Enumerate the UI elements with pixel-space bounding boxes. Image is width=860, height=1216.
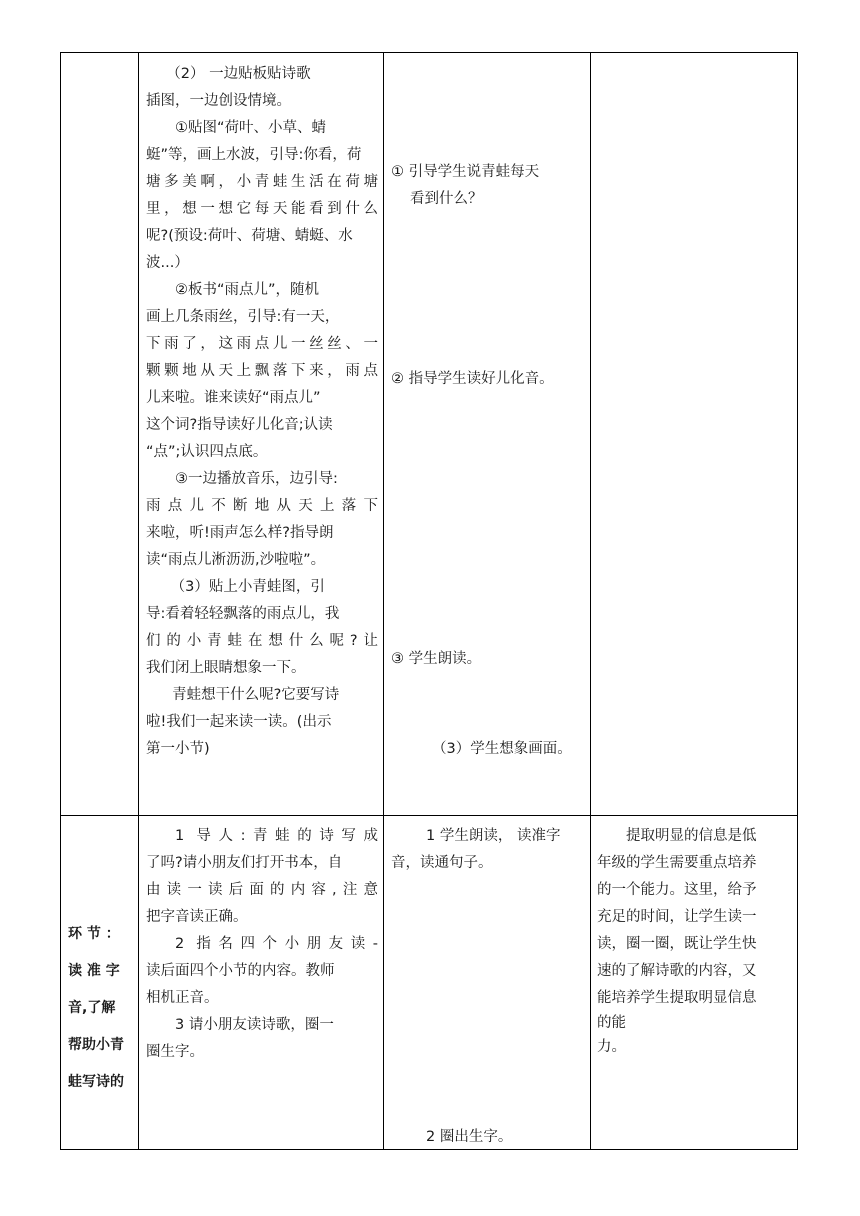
text-line: 提取明显的信息是低 xyxy=(626,828,757,844)
text-line: 读后面四个小节的内容。教师 xyxy=(146,963,335,979)
column-divider-2 xyxy=(383,52,384,1150)
table-border-top xyxy=(60,52,798,53)
row2-student-item-1: 1 学生朗读， 读准字 xyxy=(426,828,561,844)
text-line: 音,了解 xyxy=(68,1000,116,1016)
table-border-right xyxy=(797,52,798,1150)
text-line: 呢?(预设:荷叶、荷塘、蜻蜓、水 xyxy=(146,228,353,244)
text-line: 导:看着轻轻飘落的雨点儿，我 xyxy=(146,606,340,622)
lesson-plan-table xyxy=(60,52,798,1150)
text-line: 充足的时间，让学生读一 xyxy=(597,909,757,925)
text-line: 2 指名四个小朋友读- xyxy=(175,936,378,952)
text-line: （2） 一边贴板贴诗歌 xyxy=(166,66,311,82)
text-line: ②板书“雨点儿”，随机 xyxy=(175,282,320,298)
text-line: 蛙写诗的 xyxy=(68,1074,124,1090)
row2-intent-cell xyxy=(597,823,793,1061)
text-line: ③一边播放音乐，边引导: xyxy=(175,471,338,487)
text-line: 的一个能力。这里，给予 xyxy=(597,882,757,898)
text-line: 把字音读正确。 xyxy=(146,909,248,925)
text-line: 颗颗地从天上飘落下来，雨点 xyxy=(146,363,378,379)
text-line: 读 准 字 xyxy=(68,963,120,979)
row2-teacher-cell xyxy=(146,823,378,1066)
text-line: ①贴图“荷叶、小草、蜻 xyxy=(175,120,327,136)
text-line: 力。 xyxy=(597,1039,626,1055)
text-line: 第一小节) xyxy=(146,741,210,757)
row2-student-item-2: 2 圈出生字。 xyxy=(426,1129,513,1145)
text-line: 青蛙想干什么呢?它要写诗 xyxy=(172,687,340,703)
text-line: 的能 xyxy=(597,1015,626,1031)
text-line: 相机正音。 xyxy=(146,990,219,1006)
text-line: 里，想一想它每天能看到什么 xyxy=(146,201,378,217)
text-line: 画上几条雨丝，引导:有一天， xyxy=(146,309,340,325)
row1-student-item-3: ③ 学生朗读。 xyxy=(391,651,482,667)
text-line: 1 导人:青蛙的诗写成 xyxy=(175,828,378,844)
text-line: （3）贴上小青蛙图，引 xyxy=(170,579,325,595)
text-line: 环 节 ： xyxy=(68,926,120,942)
row2-student-item-1-cont: 音，读通句子。 xyxy=(391,855,493,871)
table-border-left xyxy=(60,52,61,1150)
row1-student-item-1-cont: 看到什么？ xyxy=(410,191,483,207)
text-line: 了吗?请小朋友们打开书本，自 xyxy=(146,855,343,871)
row-divider xyxy=(60,815,798,816)
text-line: 读，圈一圈，既让学生快 xyxy=(597,936,757,952)
text-line: 来啦，听!雨声怎么样?指导朗 xyxy=(146,525,334,541)
text-line: 雨点儿不断地从天上落下 xyxy=(146,498,378,514)
text-line: 这个词?指导读好儿化音;认读 xyxy=(146,417,333,433)
row2-section-label xyxy=(68,916,134,1101)
row1-teacher-cell xyxy=(146,61,378,763)
column-divider-3 xyxy=(590,52,591,1150)
text-line: 儿来啦。谁来读好“雨点儿” xyxy=(146,390,321,406)
text-line: 由读一读后面的内容,注意 xyxy=(146,882,378,898)
text-line: 插图，一边创设情境。 xyxy=(146,93,291,109)
text-line: 塘多美啊，小青蛙生活在荷塘 xyxy=(146,174,378,190)
text-line: 能培养学生提取明显信息 xyxy=(597,990,757,1006)
text-line: 帮助小青 xyxy=(68,1037,124,1053)
text-line: 速的了解诗歌的内容，又 xyxy=(597,963,757,979)
text-line: 3 请小朋友读诗歌，圈一 xyxy=(175,1017,334,1033)
text-line: 读“雨点儿淅沥沥,沙啦啦”。 xyxy=(146,552,326,568)
row1-student-item-4: （3）学生想象画面。 xyxy=(432,741,572,757)
row1-student-item-1: ① 引导学生说青蛙每天 xyxy=(391,164,540,180)
text-line: 蜓”等，画上水波，引导:你看，荷 xyxy=(146,147,362,163)
text-line: 波...） xyxy=(146,255,189,271)
text-line: 年级的学生需要重点培养 xyxy=(597,855,757,871)
text-line: “点”;认识四点底。 xyxy=(146,444,268,460)
text-line: 啦!我们一起来读一读。(出示 xyxy=(146,714,332,730)
text-line: 下雨了，这雨点儿一丝丝、一 xyxy=(146,336,378,352)
row1-student-item-2: ② 指导学生读好儿化音。 xyxy=(391,371,554,387)
text-line: 圈生字。 xyxy=(146,1044,204,1060)
text-line: 们的小青蛙在想什么呢?让 xyxy=(146,633,378,649)
text-line: 我们闭上眼睛想象一下。 xyxy=(146,660,306,676)
column-divider-1 xyxy=(138,52,139,1150)
